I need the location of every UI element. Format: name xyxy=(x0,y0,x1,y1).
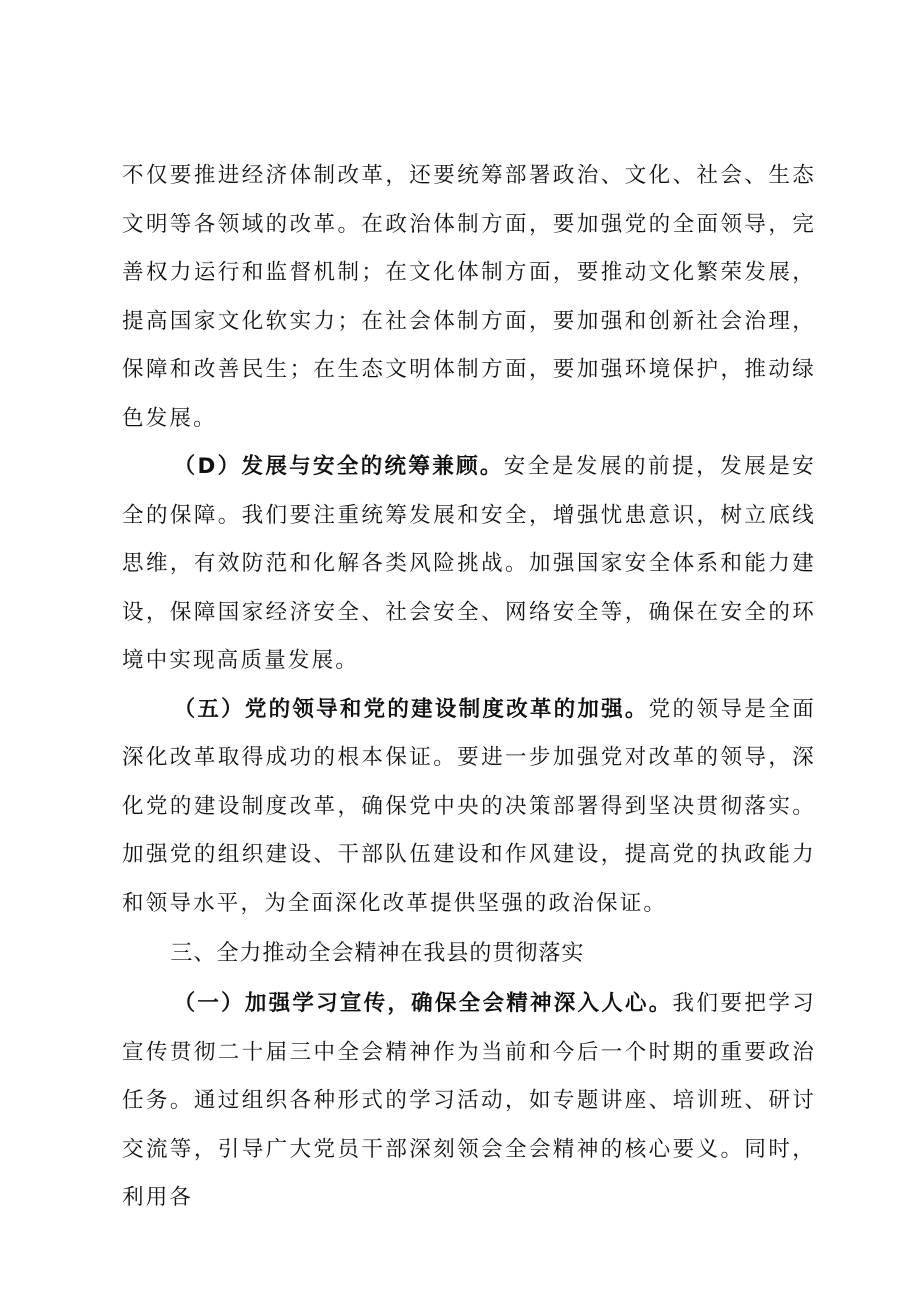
paragraph-lead: （D）发展与安全的统筹兼顾。 xyxy=(173,454,504,479)
paragraph-s3-1-study xyxy=(122,980,816,1223)
paragraph-lead: （一）加强学习宣传，确保全会精神深入人心。 xyxy=(173,991,673,1016)
paragraph-body: 党的领导是全面深化改革取得成功的根本保证。要进一步加强党对改革的领导，深化党的建设制度改革，确保党中央的决策部署得到坚决贯彻落实。加强党的组织建设、干部队伍建设和作风建设，提高党的执政能力和领导水平，为全面深化改革提供坚强的政治保证。 xyxy=(122,696,816,916)
paragraph-body: 安全是发展的前提，发展是安全的保障。我们要注重统筹发展和安全，增强忧患意识，树立底线思维，有效防范和化解各类风险挑战。加强国家安全体系和能力建设，保障国家经济安全、社会安全、网络安全等，确保在安全的环境中实现高质量发展。 xyxy=(122,454,816,673)
paragraph-continuation: 不仅要推进经济体制改革，还要统筹部署政治、文化、社会、生态文明等各领域的改革。在政治体制方面，要加强党的全面领导，完善权力运行和监督机制；在文化体制方面，要推动文化繁荣发展，提高国家文化软实力；在社会体制方面，要加强和创新社会治理，保障和改善民生；在生态文明体制方面，要加强环境保护，推动绿色发展。 xyxy=(122,163,816,431)
paragraph-lead: （五）党的领导和党的建设制度改革的加强。 xyxy=(173,696,649,722)
paragraph-5-party-building xyxy=(122,686,816,929)
paragraph-body: 我们要把学习宣传贯彻二十届三中全会精神作为当前和今后一个时期的重要政治任务。通过组织各种形式的学习活动，如专题讲座、培训班、研讨交流等，引导广大党员干部深刻领会全会精神的核心要义。同时，利用各 xyxy=(122,991,816,1210)
document-body xyxy=(122,152,816,1223)
paragraph-d-security xyxy=(122,443,816,686)
section-heading: 三、全力推动全会精神在我县的贯彻落实 xyxy=(170,941,585,966)
